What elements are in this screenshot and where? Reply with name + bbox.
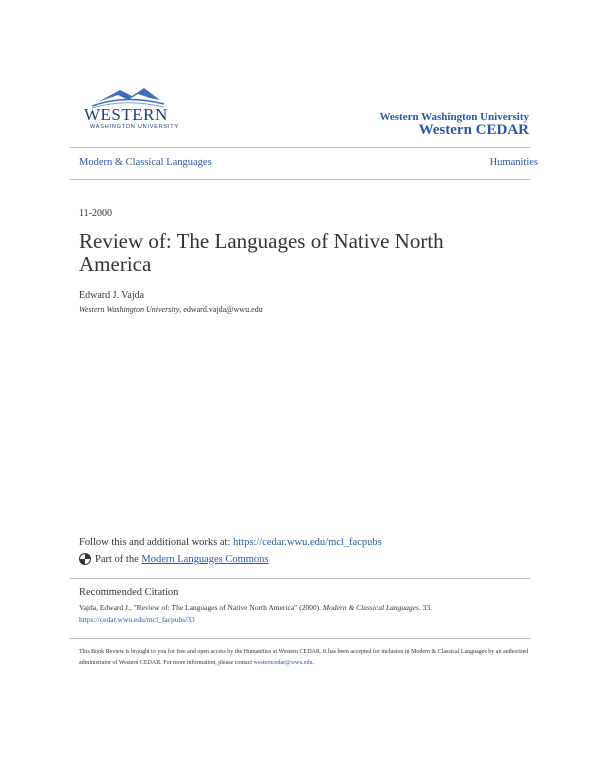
header-divider <box>70 147 530 148</box>
citation-journal: Modern & Classical Languages <box>322 603 419 612</box>
author-affiliation <box>79 305 263 314</box>
citation-text: Vajda, Edward J., "Review of: The Languages of Native North America" (2000). <box>79 603 323 612</box>
page-title: Review of: The Languages of Native North America <box>79 229 444 276</box>
follow-url-link[interactable]: https://cedar.wwu.edu/mcl_facpubs <box>233 537 382 548</box>
nav-divider <box>70 179 530 180</box>
citation-number: . 33. <box>418 603 433 612</box>
logo-subtitle: WASHINGTON UNIVERSITY <box>90 124 179 130</box>
partof-text: Part of the <box>95 553 139 565</box>
citation-divider <box>70 578 530 579</box>
publication-date: 11-2000 <box>79 208 112 219</box>
nav-link-department[interactable]: Modern & Classical Languages <box>79 157 212 168</box>
repository-name[interactable]: Western CEDAR <box>418 122 529 138</box>
commons-link[interactable]: Modern Languages Commons <box>141 553 269 565</box>
notice-end: . <box>312 660 315 666</box>
logo-wordmark: WESTERN <box>84 105 168 124</box>
citation-heading: Recommended Citation <box>79 587 179 598</box>
notice-text: This Book Review is brought to you for free and open access by the Humanities at Western CEDAR. It has been accepted for inclusion in Modern & Classical Languages by an authorized administrator of Western CEDAR. For more information, please contact <box>79 649 529 666</box>
access-notice <box>79 647 529 669</box>
notice-divider <box>70 638 530 639</box>
contact-email-link[interactable]: westerncedar@wwu.edu <box>253 660 313 666</box>
partof-line <box>79 553 269 565</box>
citation-block <box>79 602 529 626</box>
affiliation-email: , edward.vajda@wwu.edu <box>179 305 263 314</box>
author-name: Edward J. Vajda <box>79 290 145 301</box>
follow-line <box>79 537 382 548</box>
affiliation-institution: Western Washington University <box>79 305 180 314</box>
institution-name[interactable]: Western Washington University <box>379 111 529 123</box>
citation-url-link[interactable]: https://cedar.wwu.edu/mcl_facpubs/33 <box>79 615 195 624</box>
commons-network-icon <box>79 553 91 565</box>
nav-link-humanities[interactable]: Humanities <box>489 157 538 168</box>
follow-text: Follow this and additional works at: <box>79 537 233 548</box>
